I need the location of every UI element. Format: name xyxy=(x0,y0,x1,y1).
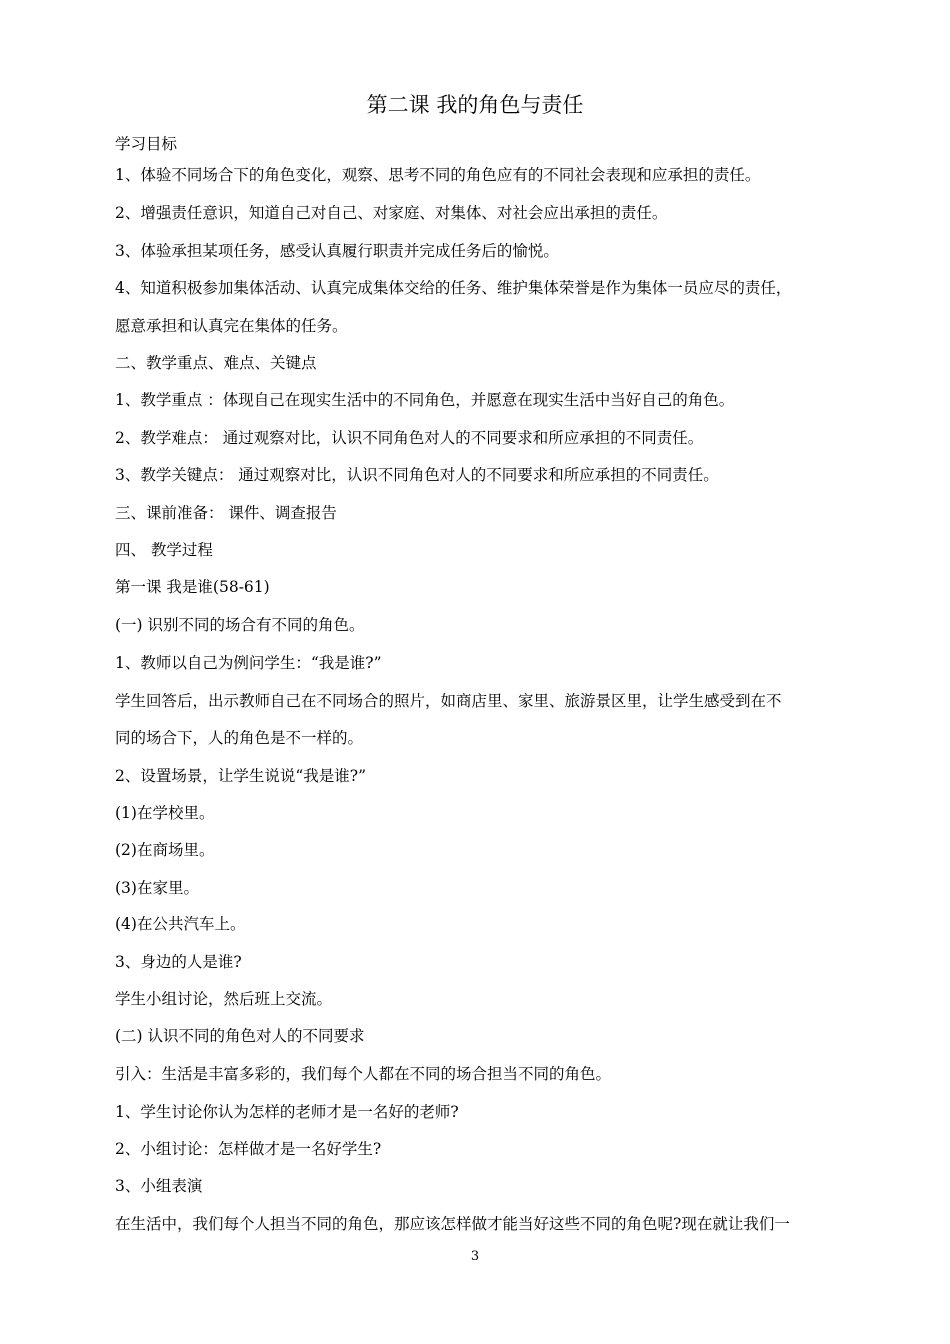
text-line: 引入：生活是丰富多彩的，我们每个人都在不同的场合担当不同的角色。 xyxy=(115,1065,612,1083)
text-line: 1、学生讨论你认为怎样的老师才是一名好的老师? xyxy=(115,1103,459,1121)
text-line: 三、课前准备： 课件、调查报告 xyxy=(115,504,337,522)
text-line: 4、知道积极参加集体活动、认真完成集体交给的任务、维护集体荣誉是作为集体一员应尽的责任， xyxy=(115,279,792,297)
text-line: 学生小组讨论，然后班上交流。 xyxy=(115,990,333,1008)
text-line: (4)在公共汽车上。 xyxy=(115,915,246,933)
text-line: 1、教学重点 ：体现自己在现实生活中的不同角色，并愿意在现实生活中当好自己的角色。 xyxy=(115,391,735,409)
text-line: 二、教学重点、难点、关键点 xyxy=(115,354,317,372)
text-line: 学习目标 xyxy=(115,135,178,153)
text-line: 同的场合下，人的角色是不一样的。 xyxy=(115,729,364,747)
page-number: 3 xyxy=(470,1249,480,1264)
text-line: 3、身边的人是谁? xyxy=(115,953,242,971)
text-line: 2、设置场景，让学生说说“我是谁?” xyxy=(115,767,367,785)
text-line: 1、教师以自己为例问学生：“我是谁?” xyxy=(115,654,382,672)
text-line: (2)在商场里。 xyxy=(115,841,215,859)
text-line: 在生活中，我们每个人担当不同的角色，那应该怎样做才能当好这些不同的角色呢?现在就让我们一 xyxy=(115,1215,790,1233)
text-line: 2、增强责任意识，知道自己对自己、对家庭、对集体、对社会应出承担的责任。 xyxy=(115,204,668,222)
text-line: (3)在家里。 xyxy=(115,879,199,897)
text-line: (一) 识别不同的场合有不同的角色。 xyxy=(115,616,365,634)
text-line: 2、小组讨论：怎样做才是一名好学生? xyxy=(115,1140,382,1158)
page-title: 第二课 我的角色与责任 xyxy=(366,93,584,117)
text-line: 1、体验不同场合下的角色变化，观察、思考不同的角色应有的不同社会表现和应承担的责任。 xyxy=(115,166,761,184)
text-line: 第一课 我是谁(58-61) xyxy=(115,578,270,596)
text-line: 2、教学难点： 通过观察对比，认识不同角色对人的不同要求和所应承担的不同责任。 xyxy=(115,429,704,447)
text-line: 3、体验承担某项任务，感受认真履行职责并完成任务后的愉悦。 xyxy=(115,242,559,260)
text-line: 学生回答后，出示教师自己在不同场合的照片，如商店里、家里、旅游景区里，让学生感受到在不 xyxy=(115,692,782,710)
text-line: 3、教学关键点： 通过观察对比，认识不同角色对人的不同要求和所应承担的不同责任。 xyxy=(115,466,719,484)
text-line: (1)在学校里。 xyxy=(115,804,215,822)
text-line: 四、 教学过程 xyxy=(115,541,213,559)
text-line: (二) 认识不同的角色对人的不同要求 xyxy=(115,1027,365,1045)
text-line: 愿意承担和认真完在集体的任务。 xyxy=(115,317,348,335)
text-line: 3、小组表演 xyxy=(115,1177,203,1195)
